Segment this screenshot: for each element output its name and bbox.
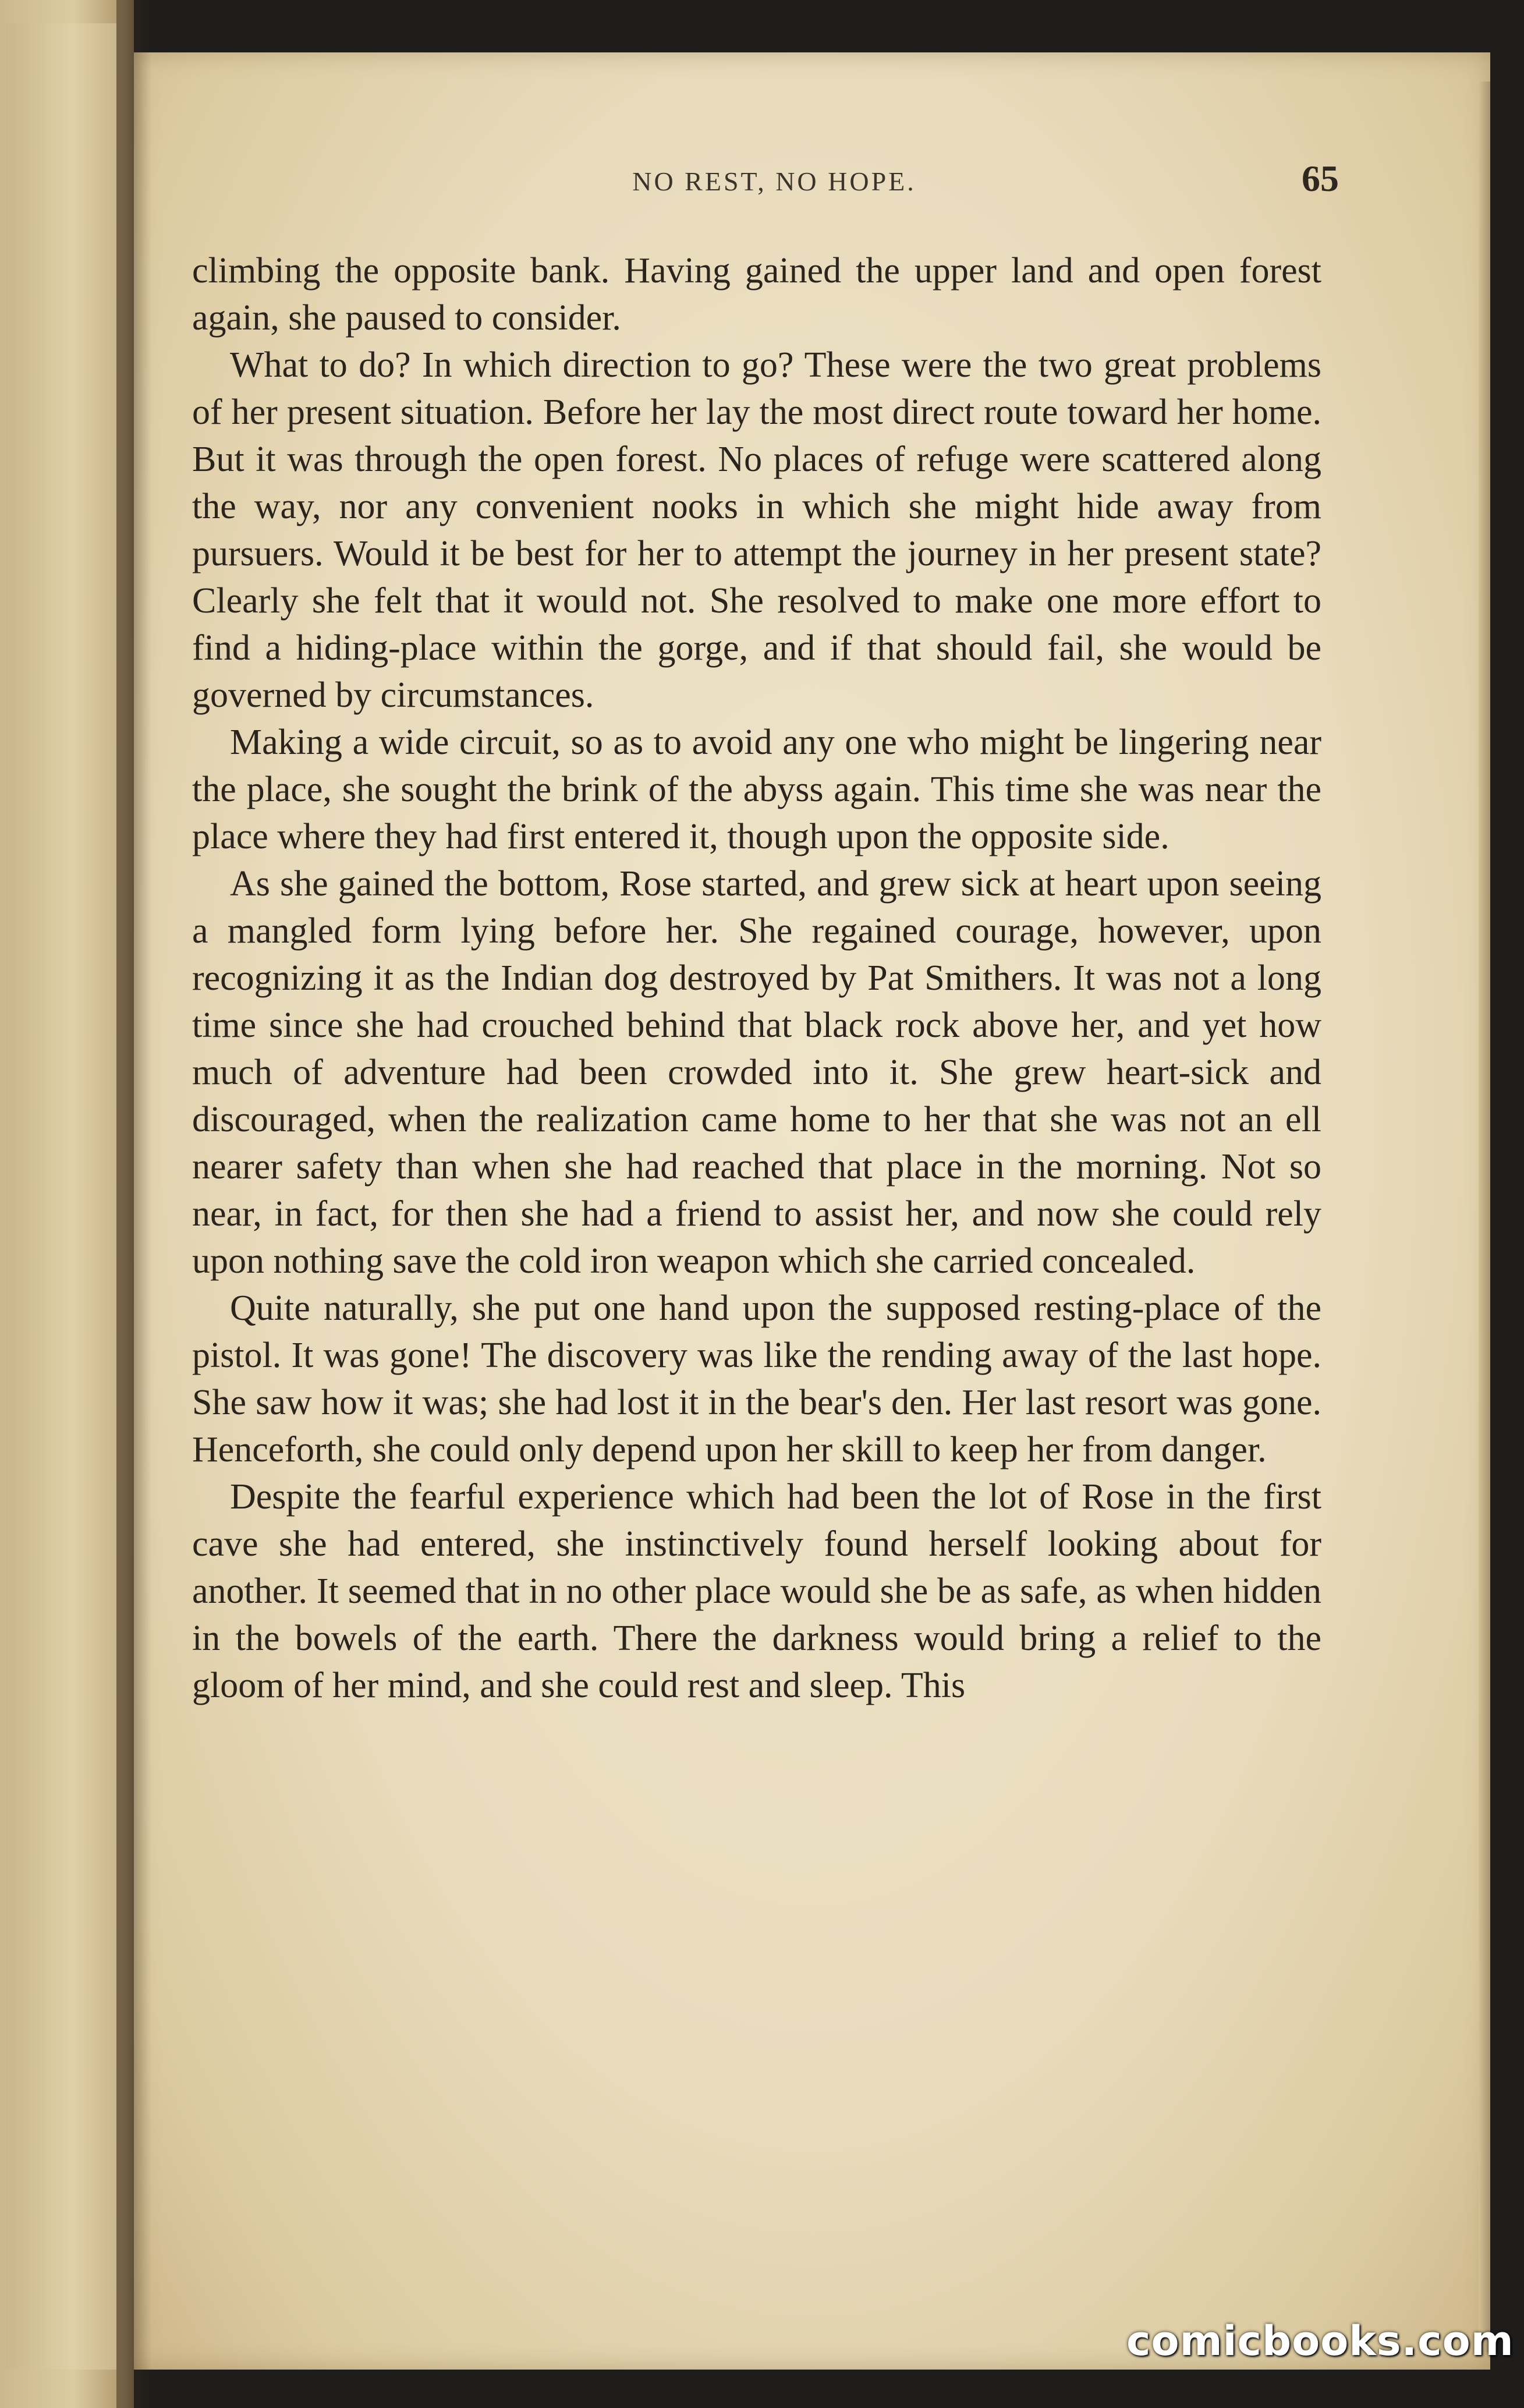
page-number: 65	[1302, 158, 1339, 199]
site-watermark: comicbooks.com	[1126, 2317, 1514, 2365]
paragraph: Despite the fearful experience which had been the lot of Rose in the first cave she had entered, she instinctively found herself looking about for another. It seemed that in no other place would she be as safe, as when hidden in the bowels of the earth. There the darkness would bring a relief to the gloom of her mind, and she could rest and sleep. This	[192, 1477, 1321, 1705]
spine-shadow	[116, 0, 151, 2408]
running-head: NO REST, NO HOPE.	[632, 167, 916, 196]
paragraph: climbing the opposite bank. Having gained the upper land and open forest again, she paused to consider.	[192, 251, 1321, 338]
paragraph: Making a wide circuit, so as to avoid any one who might be lingering near the place, she sought the brink of the abyss again. This time she was near the place where they had first entered it, though upon the opposite side.	[192, 723, 1321, 856]
facing-page-strip	[6, 23, 116, 2370]
paragraph: What to do? In which direction to go? These were the two great problems of her present situation. Before her lay the most direct route toward her home. But it was through the open forest. No places of refuge were scattered along the way, nor any convenient nooks in which she might hide away from pursuers. Would it be best for her to attempt the journey in her present state? Clearly she felt that it would not. She resolved to make one more effort to find a hiding-place within the gorge, and if that should fail, she would be governed by circumstances.	[192, 345, 1321, 715]
facing-page-edge	[0, 0, 134, 2408]
page-fore-edge	[1479, 82, 1490, 2352]
page-body	[192, 247, 1321, 1709]
paragraph: As she gained the bottom, Rose started, and grew sick at heart upon seeing a mangled form lying before her. She regained courage, however, upon recognizing it as the Indian dog destroyed by Pat Smithers. It was not a long time since she had crouched behind that black rock above her, and yet how much of adventure had been crowded into it. She grew heart-sick and discouraged, when the realization came home to her that she was not an ell nearer safety than when she had reached that place in the morning. Not so near, in fact, for then she had a friend to assist her, and now she could rely upon nothing save the cold iron weapon which she carried concealed.	[192, 864, 1321, 1281]
paragraph: Quite naturally, she put one hand upon the supposed resting-place of the pistol. It was gone! The discovery was like the rending away of the last hope. She saw how it was; she had lost it in the bear's den. Her last resort was gone. Henceforth, she could only depend upon her skill to keep her from danger.	[192, 1288, 1321, 1469]
